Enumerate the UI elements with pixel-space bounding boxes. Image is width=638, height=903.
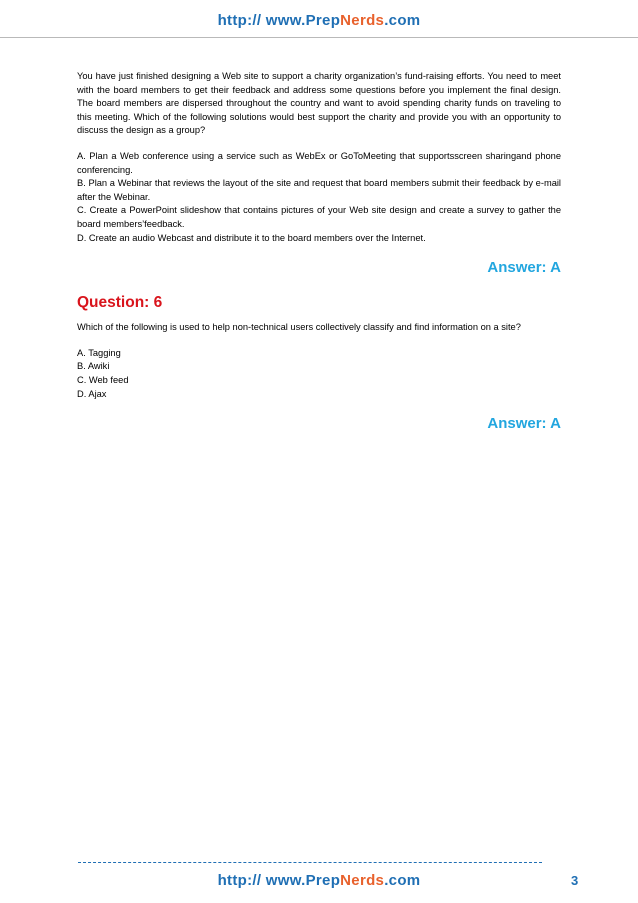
question-5-option-a: A. Plan a Web conference using a service such as WebEx or GoToMeeting that supportsscreen sharingand phone conferencing. [77, 150, 561, 175]
question-6-option-a: A. Tagging [77, 347, 121, 358]
question-5-stem: You have just finished designing a Web site to support a charity organization’s fund-raising efforts. You need to meet with the board members to get their feedback and address some questions before you implement the final design. The board members are dispersed throughout the country and want to avoid spending charity funds on traveling to this meeting. Which of the following solutions would best support the charity and provide you with an opportunity to discuss the design as a group? [77, 71, 561, 136]
question-5-answer: Answer: A [487, 259, 561, 277]
question-5-option-c: C. Create a PowerPoint slideshow that contains pictures of your Web site design and create a survey to gather the board members’feedback. [77, 205, 561, 229]
question-6-option-c: C. Web feed [77, 374, 129, 385]
page-content [77, 70, 561, 433]
question-6-option-d: D. Ajax [77, 388, 107, 399]
header-url-prefix: http:// www. [217, 12, 306, 29]
header-url[interactable] [0, 12, 638, 29]
question-5-option-d: D. Create an audio Webcast and distribute it to the board members over the Internet. [77, 232, 426, 243]
footer-url-prep: Prep [305, 872, 341, 889]
footer-url-prefix: http:// www. [217, 872, 306, 889]
header-url-nerds: Nerds [340, 12, 385, 29]
header-url-suffix: .com [384, 12, 421, 29]
footer-divider [78, 862, 542, 863]
footer-url[interactable] [0, 872, 638, 889]
question-6-stem: Which of the following is used to help non-technical users collectively classify and find information on a site? [77, 322, 521, 333]
header-divider [0, 37, 638, 38]
question-6-option-b: B. Awiki [77, 361, 110, 372]
question-5-option-b: B. Plan a Webinar that reviews the layout of the site and request that board members submit their feedback by e-mail after the Webinar. [77, 178, 561, 202]
header-url-prep: Prep [305, 12, 341, 29]
question-6-title: Question: 6 [77, 294, 163, 312]
question-6-answer: Answer: A [487, 415, 561, 433]
footer-url-nerds: Nerds [340, 872, 385, 889]
page-number: 3 [571, 873, 579, 888]
footer-url-suffix: .com [384, 872, 421, 889]
